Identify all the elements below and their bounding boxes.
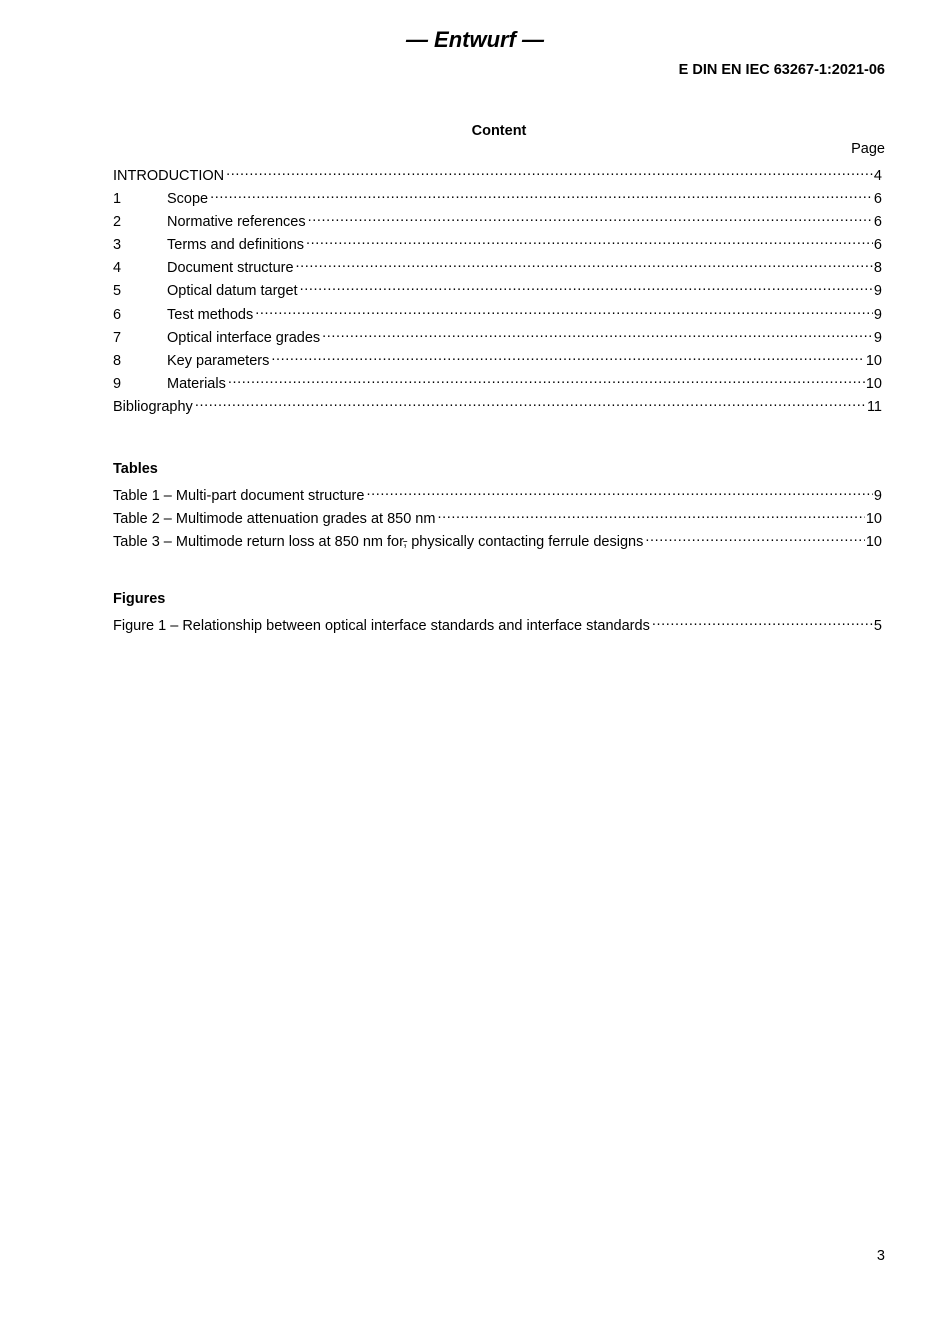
- toc-entry-title: Bibliography: [113, 398, 193, 415]
- toc-entry-number: 9: [113, 375, 122, 392]
- toc-entry-document-structure[interactable]: [113, 254, 882, 277]
- toc-entry-number: 1: [113, 191, 122, 208]
- dot-leader: [226, 162, 873, 180]
- toc-entry-page: 9: [873, 283, 882, 300]
- table-entry-page: 10: [865, 511, 882, 528]
- toc-entry-title: Materials: [167, 375, 226, 392]
- toc-heading: Content: [471, 123, 527, 139]
- dot-leader: [271, 347, 865, 365]
- table-entry-title: Table 1 – Multi-part document structure: [113, 488, 365, 504]
- toc-entry-number: 3: [113, 237, 122, 254]
- toc-entry-title: Terms and definitions: [167, 237, 305, 254]
- tables-heading: Tables: [113, 461, 158, 477]
- toc-entry-test-methods[interactable]: [113, 301, 882, 324]
- toc-entry-number: 4: [113, 260, 122, 277]
- toc-entry-page: 8: [873, 260, 882, 277]
- dot-leader: [437, 505, 864, 523]
- dot-leader: [322, 324, 873, 342]
- toc-entry-page: 6: [873, 237, 882, 254]
- struck-comma: ,: [403, 534, 408, 551]
- toc-entry-key-parameters[interactable]: [113, 347, 882, 370]
- toc-entry-title: Normative references: [167, 214, 306, 231]
- toc-entry-optical-datum-target[interactable]: [113, 277, 882, 300]
- table-entry-title: [113, 533, 645, 551]
- page-column-label: Page: [851, 141, 885, 157]
- toc-entry-number: 6: [113, 306, 122, 323]
- table-entry-3[interactable]: [113, 528, 882, 551]
- figure-entry-1[interactable]: [113, 612, 882, 635]
- toc-entry-title: Key parameters: [167, 352, 270, 369]
- toc-entry-page: 4: [873, 168, 882, 184]
- toc-entry-page: 11: [866, 398, 882, 415]
- dot-leader: [296, 254, 873, 272]
- table-entry-1[interactable]: [113, 482, 882, 505]
- toc-entry-scope[interactable]: [113, 185, 882, 208]
- figures-heading: Figures: [113, 591, 166, 607]
- document-identifier: E DIN EN IEC 63267-1:2021-06: [678, 62, 885, 78]
- toc-entry-page: 9: [873, 306, 882, 323]
- table-entry-page: 10: [865, 534, 882, 551]
- dot-leader: [366, 482, 872, 500]
- toc-entry-page: 9: [873, 329, 882, 346]
- toc-entry-number: 8: [113, 352, 122, 369]
- toc-entry-title: INTRODUCTION: [113, 168, 225, 184]
- dot-leader: [652, 612, 873, 630]
- table-entry-title-part: physically contacting ferrule designs: [407, 534, 644, 551]
- toc-entry-number: 5: [113, 283, 122, 300]
- figure-entry-title: Figure 1 – Relationship between optical interface standards and interface standards: [113, 618, 650, 634]
- dot-leader: [645, 528, 865, 546]
- toc-entry-title: Test methods: [167, 306, 254, 323]
- toc-entry-title: Optical interface grades: [167, 329, 321, 346]
- toc-entry-optical-interface-grades[interactable]: [113, 324, 882, 347]
- dot-leader: [255, 301, 873, 319]
- toc-entry-page: 10: [865, 375, 882, 392]
- toc-entry-number: 2: [113, 214, 122, 231]
- toc-entry-title: Document structure: [167, 260, 294, 277]
- dot-leader: [306, 231, 873, 249]
- toc-entry-number: 7: [113, 329, 122, 346]
- toc-entry-introduction[interactable]: [113, 162, 882, 185]
- toc-entry-page: 10: [865, 352, 882, 369]
- table-entry-2[interactable]: [113, 505, 882, 528]
- draft-title: — Entwurf —: [405, 27, 545, 52]
- dot-leader: [210, 185, 873, 203]
- table-of-contents: [113, 162, 882, 416]
- toc-entry-terms-and-definitions[interactable]: [113, 231, 882, 254]
- dot-leader: [228, 370, 865, 388]
- toc-entry-page: 6: [873, 214, 882, 231]
- dot-leader: [195, 393, 866, 411]
- figure-entry-page: 5: [873, 618, 882, 634]
- toc-entry-title: Optical datum target: [167, 283, 298, 300]
- table-entry-title: Table 2 – Multimode attenuation grades at 850 nm: [113, 511, 436, 528]
- list-of-tables: [113, 482, 882, 551]
- page-number: 3: [876, 1248, 885, 1264]
- toc-entry-title: Scope: [167, 191, 209, 208]
- table-entry-page: 9: [873, 488, 882, 504]
- list-of-figures: [113, 612, 882, 635]
- toc-entry-normative-references[interactable]: [113, 208, 882, 231]
- toc-entry-materials[interactable]: [113, 370, 882, 393]
- toc-entry-bibliography[interactable]: [113, 393, 882, 416]
- toc-entry-page: 6: [873, 191, 882, 208]
- dot-leader: [308, 208, 873, 226]
- table-entry-title-part: Table 3 – Multimode return loss at 850 nm for: [113, 534, 404, 551]
- dot-leader: [300, 277, 873, 295]
